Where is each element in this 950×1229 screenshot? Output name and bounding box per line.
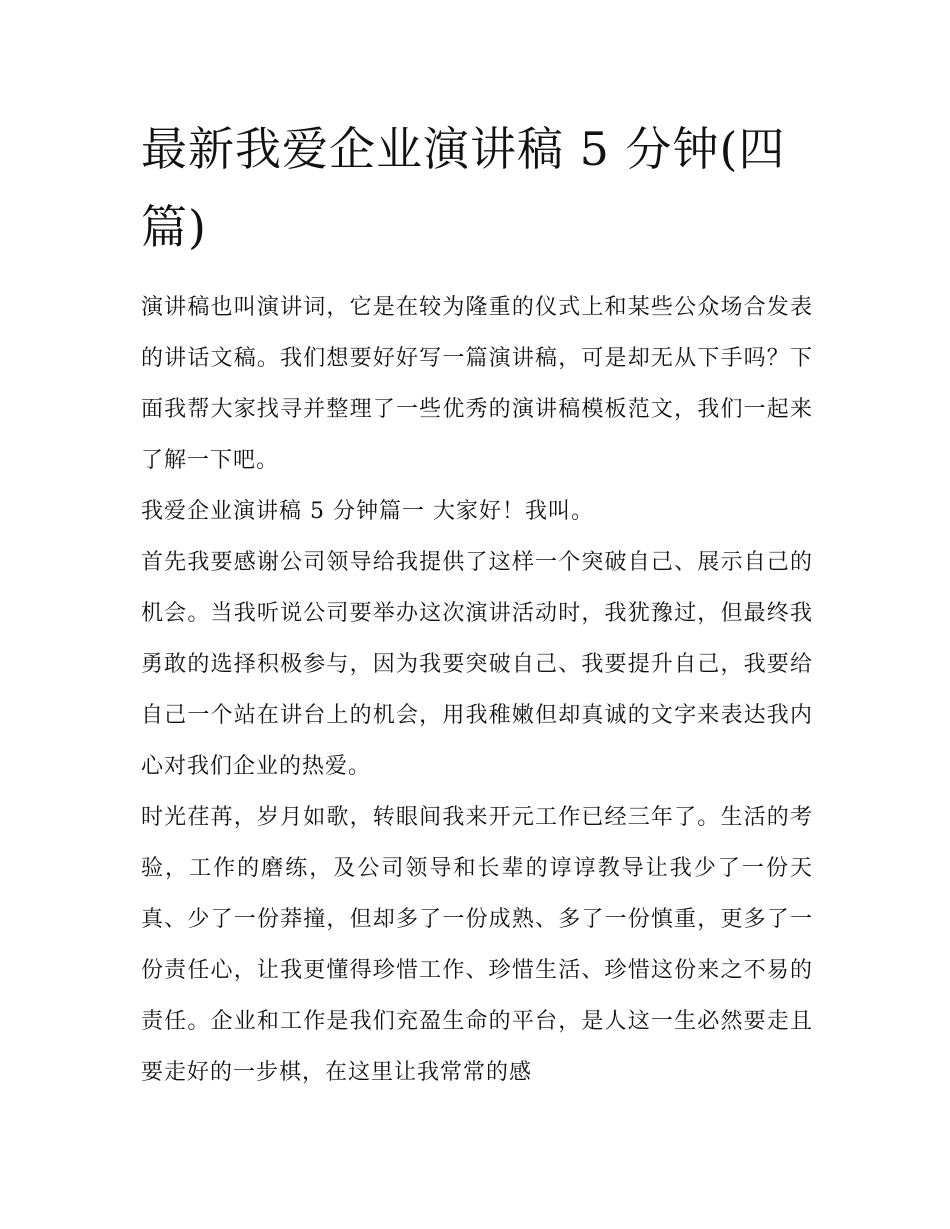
- paragraph-intro: 演讲稿也叫演讲词，它是在较为隆重的仪式上和某些公众场合发表的讲话文稿。我们想要好好写一篇演讲稿，可是却无从下手吗？下面我帮大家找寻并整理了一些优秀的演讲稿模板范文，我们一起来了解一下吧。: [141, 295, 813, 473]
- document-body: [141, 110, 813, 1098]
- paragraph-time: 时光荏苒，岁月如歌，转眼间我来开元工作已经三年了。生活的考验，工作的磨练，及公司领导和长辈的谆谆教导让我少了一份天真、少了一份莽撞，但却多了一份成熟、多了一份慎重，更多了一份责任心，让我更懂得珍惜工作、珍惜生活、珍惜这份来之不易的责任。企业和工作是我们充盈生命的平台，是人这一生必然要走且要走好的一步棋，在这里让我常常的感: [141, 805, 813, 1085]
- paragraph-section-heading: 我爱企业演讲稿 5 分钟篇一 大家好！我叫。: [141, 499, 594, 524]
- document-title: 最新我爱企业演讲稿 5 分钟(四篇): [141, 122, 786, 254]
- paragraph-thanks: 首先我要感谢公司领导给我提供了这样一个突破自己、展示自己的机会。当我听说公司要举办这次演讲活动时，我犹豫过，但最终我勇敢的选择积极参与，因为我要突破自己、我要提升自己，我要给自己一个站在讲台上的机会，用我稚嫩但却真诚的文字来表达我内心对我们企业的热爱。: [141, 550, 813, 779]
